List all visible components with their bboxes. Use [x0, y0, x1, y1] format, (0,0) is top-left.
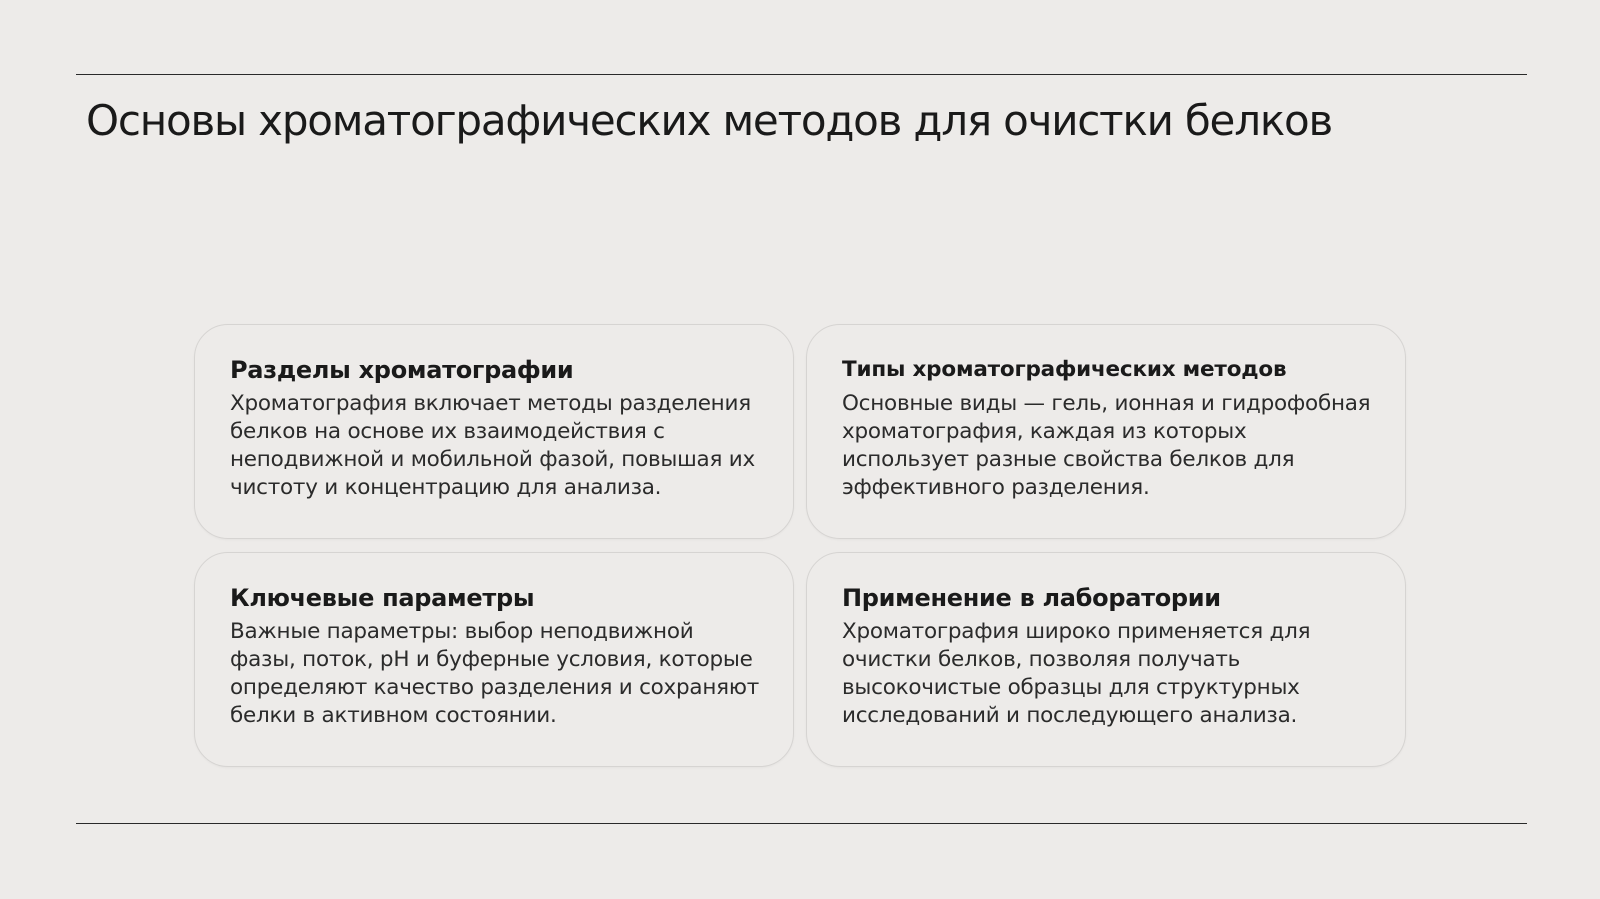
- bottom-divider: [76, 823, 1527, 824]
- card-title: Применение в лаборатории: [842, 584, 1221, 612]
- card-title: Разделы хроматографии: [230, 356, 574, 384]
- card-text: Хроматография широко применяется для очистки белков, позволяя получать высокочистые образцы для структурных исследований и последующего анализа.: [842, 619, 1311, 728]
- card-key-parameters: [194, 552, 794, 767]
- card-text: Важные параметры: выбор неподвижной фазы, поток, pH и буферные условия, которые определяют качество разделения и сохраняют белки в активном состоянии.: [230, 619, 759, 728]
- card-method-types: [806, 324, 1406, 539]
- slide-title: Основы хроматографических методов для очистки белков: [86, 96, 1333, 145]
- card-chromatography-sections: [194, 324, 794, 539]
- card-text: Основные виды — гель, ионная и гидрофобная хроматография, каждая из которых использует разные свойства белков для эффективного разделения.: [842, 391, 1371, 500]
- card-text: Хроматография включает методы разделения белков на основе их взаимодействия с неподвижной и мобильной фазой, повышая их чистоту и концентрацию для анализа.: [230, 391, 755, 500]
- card-title: Ключевые параметры: [230, 584, 535, 612]
- card-lab-application: [806, 552, 1406, 767]
- top-divider: [76, 74, 1527, 75]
- cards-grid: [194, 324, 1406, 767]
- card-title: Типы хроматографических методов: [842, 357, 1287, 382]
